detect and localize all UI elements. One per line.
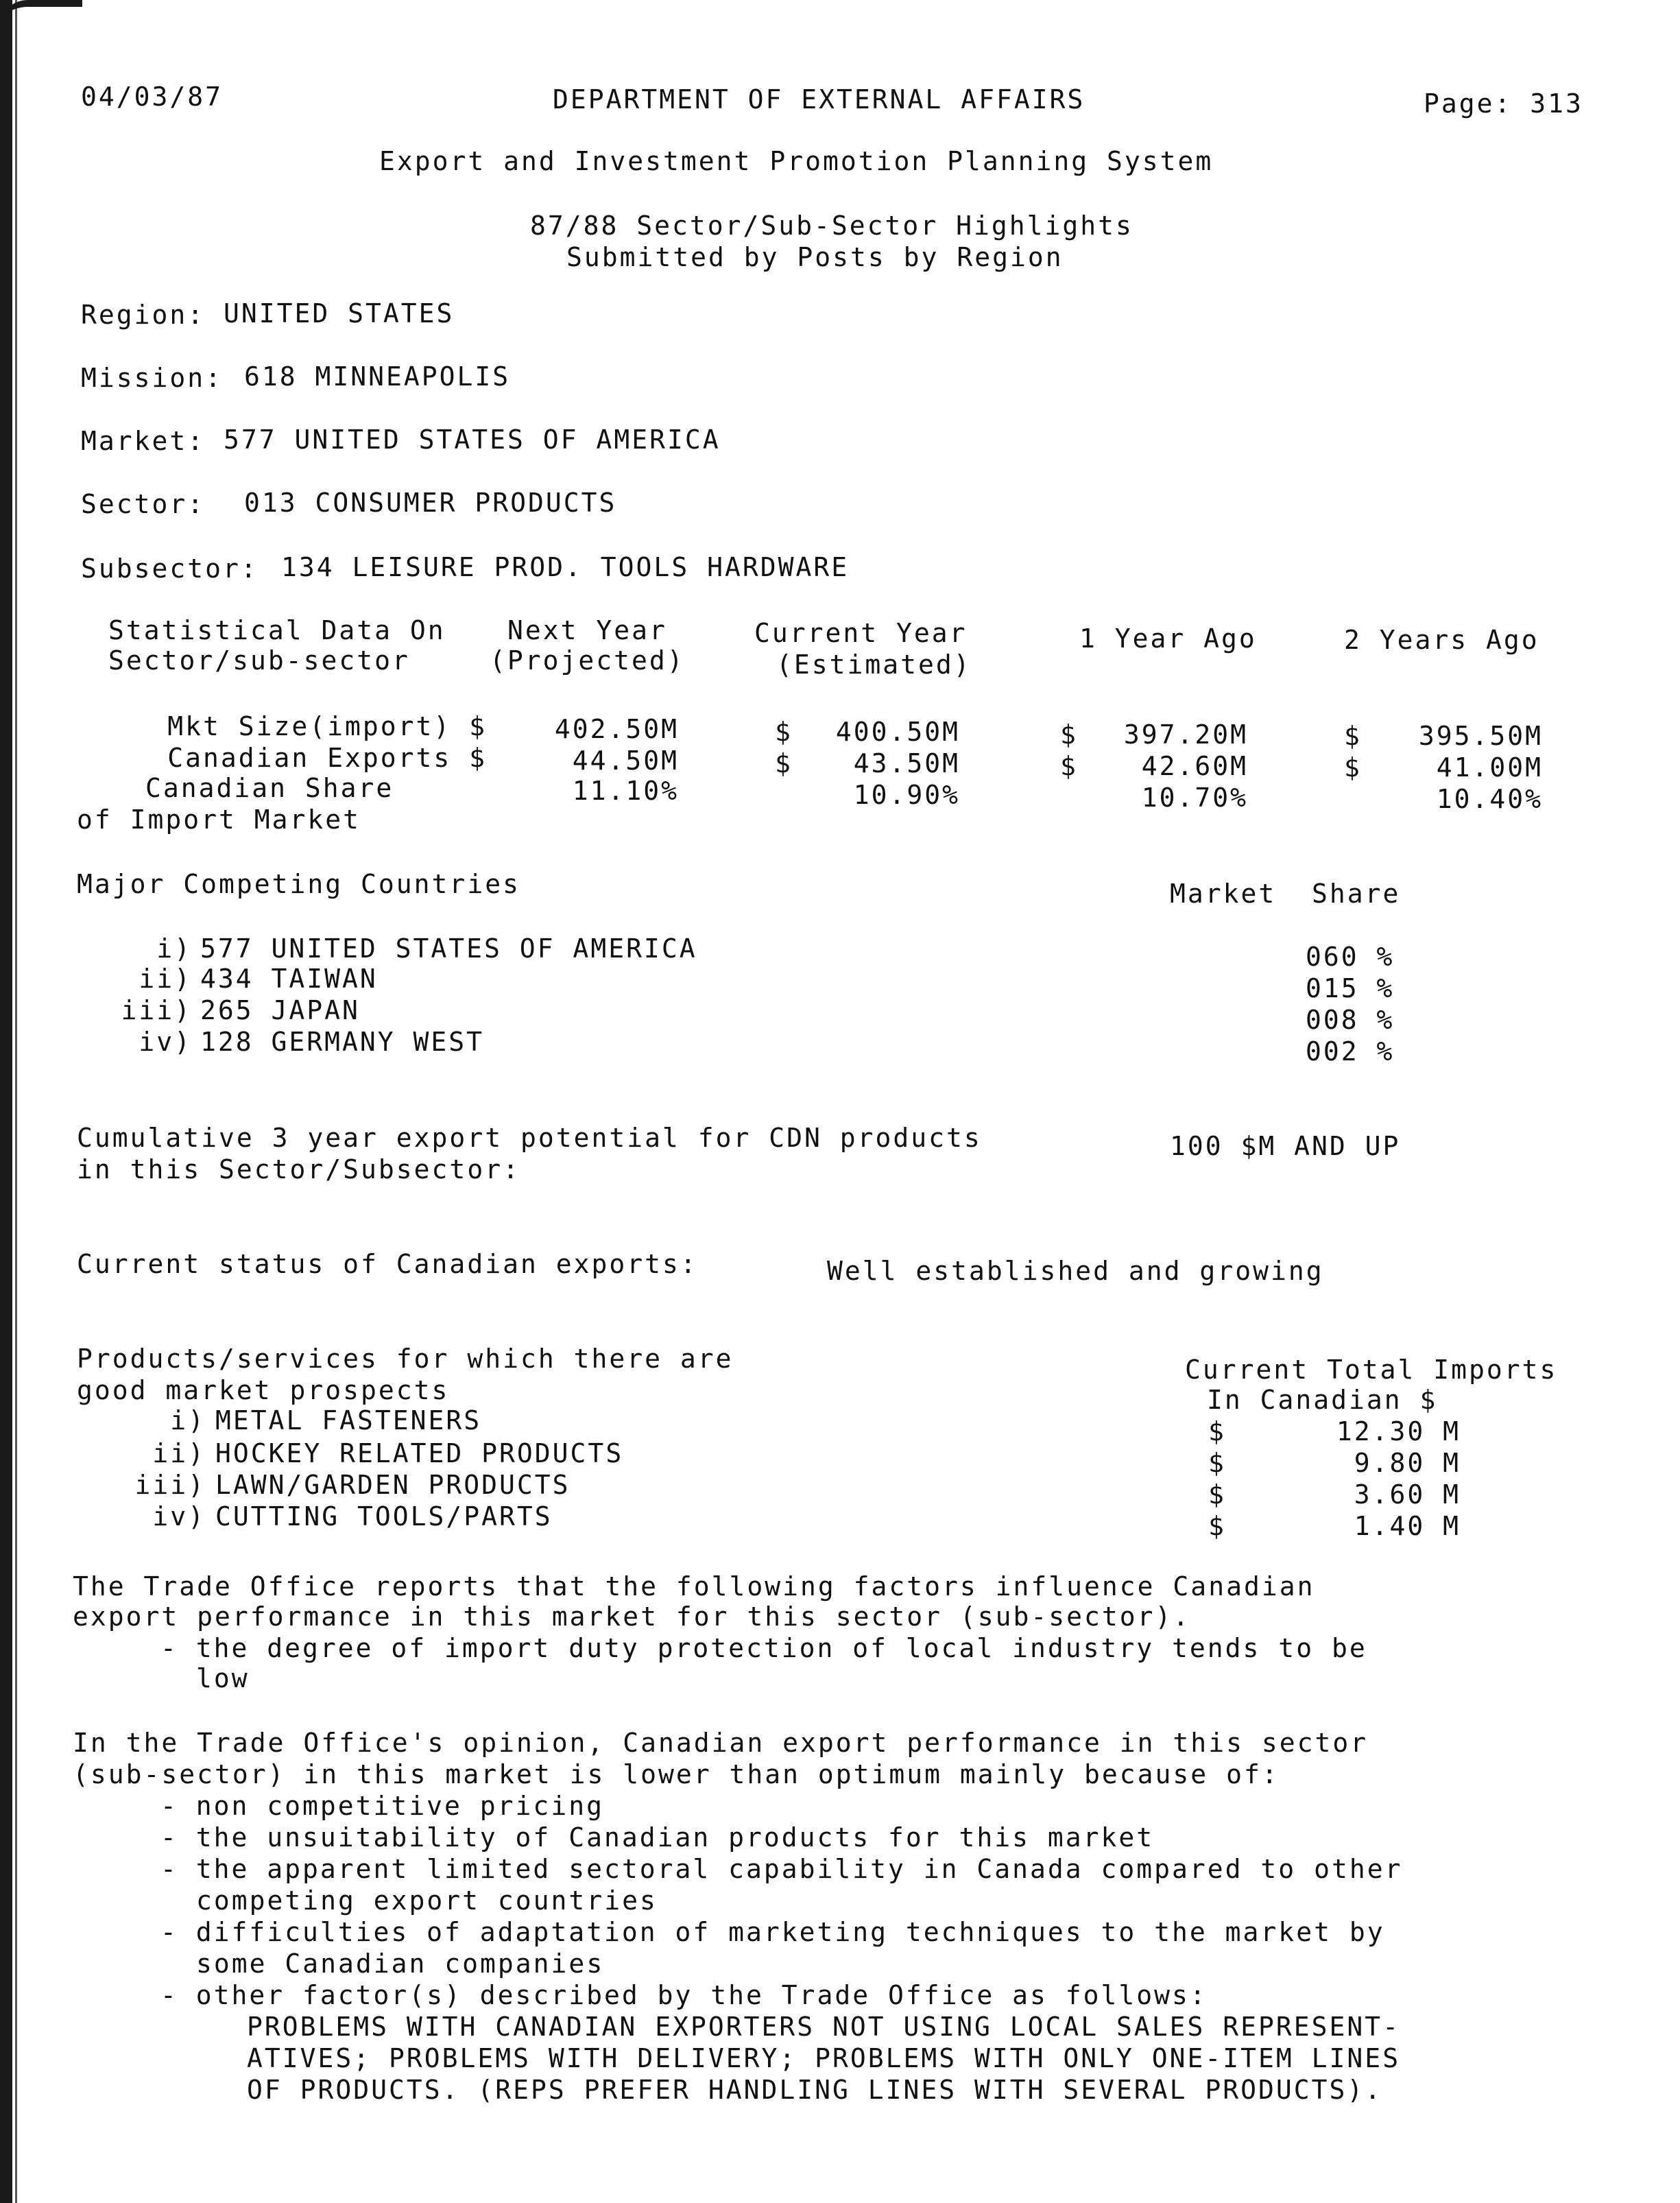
report-subtitle: Submitted by Posts by Region <box>566 242 1064 272</box>
export-potential-value: 100 $M AND UP <box>1170 1131 1401 1161</box>
imports-heading-line2: In Canadian $ <box>1207 1385 1438 1415</box>
stats-next-year-value: 44.50M <box>572 746 679 776</box>
competitor-share: 015 % <box>1306 973 1395 1003</box>
stats-header-1-year-ago: 1 Year Ago <box>1079 623 1257 654</box>
competitor-number: i) <box>156 933 192 964</box>
stats-header-estimated: (Estimated) <box>776 650 972 680</box>
stats-header-2-years-ago: 2 Years Ago <box>1344 625 1539 655</box>
factors-intro-line2: export performance in this market for this sector (sub-sector). <box>73 1601 1191 1632</box>
market-value: 577 UNITED STATES OF AMERICA <box>224 425 721 455</box>
competitor-share: 060 % <box>1306 942 1395 972</box>
stats-dollar-sign: $ <box>1344 721 1362 751</box>
competitor-country: 577 UNITED STATES OF AMERICA <box>200 933 697 964</box>
competitor-number: iii) <box>121 995 192 1025</box>
competitor-number: iv) <box>139 1027 192 1057</box>
report-date: 04/03/87 <box>81 82 224 112</box>
report-title: 87/88 Sector/Sub-Sector Highlights <box>530 211 1133 241</box>
system-title: Export and Investment Promotion Planning System <box>379 146 1214 176</box>
stats-dollar-sign: $ <box>1344 752 1362 783</box>
stats-current-year-value: 43.50M <box>853 748 960 778</box>
factor-bullet-line1: - the degree of import duty protection of local industry tends to be <box>160 1633 1367 1663</box>
stats-header-sector-line1: Statistical Data On <box>108 615 446 645</box>
opinion-bullet-line1: - the apparent limited sectoral capability in Canada compared to other <box>160 1854 1403 1884</box>
product-import-value: 12.30 M <box>1336 1416 1461 1446</box>
competitor-country: 434 TAIWAN <box>200 964 378 994</box>
stats-header-sector-line2: Sector/sub-sector <box>108 645 410 676</box>
product-number: i) <box>170 1405 206 1436</box>
stats-dollar-sign: $ <box>775 748 793 778</box>
opinion-bullet: - non competitive pricing <box>160 1791 604 1821</box>
stats-current-year-value: 400.50M <box>835 717 960 747</box>
imports-heading-line1: Current Total Imports <box>1185 1355 1558 1385</box>
competitor-share: 002 % <box>1306 1036 1395 1067</box>
mission-label: Mission: <box>81 363 224 393</box>
department-name: DEPARTMENT OF EXTERNAL AFFAIRS <box>553 84 1085 115</box>
stats-2-years-ago-value: 395.50M <box>1418 721 1543 751</box>
trade-office-note-line1: PROBLEMS WITH CANADIAN EXPORTERS NOT USING LOCAL SALES REPRESENT- <box>247 2012 1401 2042</box>
stats-dollar-sign: $ <box>1060 719 1078 750</box>
stats-next-year-value: 402.50M <box>554 714 679 744</box>
sector-value: 013 CONSUMER PRODUCTS <box>244 488 617 518</box>
product-number: iii) <box>134 1470 206 1500</box>
product-name: METAL FASTENERS <box>215 1405 482 1436</box>
page-number: Page: 313 <box>1424 88 1583 119</box>
factors-intro-line1: The Trade Office reports that the following factors influence Canadian <box>73 1571 1315 1601</box>
opinion-bullet-line2: some Canadian companies <box>196 1949 605 1979</box>
product-name: HOCKEY RELATED PRODUCTS <box>215 1438 624 1468</box>
competitor-share: 008 % <box>1306 1005 1395 1035</box>
product-dollar-sign: $ <box>1208 1511 1226 1541</box>
subsector-value: 134 LEISURE PROD. TOOLS HARDWARE <box>281 552 850 582</box>
product-dollar-sign: $ <box>1208 1448 1226 1478</box>
region-value: UNITED STATES <box>224 298 455 329</box>
page-corner-curl <box>0 0 82 27</box>
stats-header-current-year: Current Year <box>754 618 968 648</box>
product-number: iv) <box>152 1501 206 1532</box>
export-status-label: Current status of Canadian exports: <box>77 1249 698 1279</box>
trade-office-note-line2: ATIVES; PROBLEMS WITH DELIVERY; PROBLEMS WITH ONLY ONE-ITEM LINES <box>247 2043 1401 2073</box>
sector-label: Sector: <box>81 489 206 519</box>
binding-edge <box>0 0 12 2203</box>
stats-row-label: Mkt Size(import) $ <box>167 711 487 741</box>
opinion-bullet: - other factor(s) described by the Trade Office as follows: <box>160 1980 1208 2010</box>
product-import-value: 1.40 M <box>1354 1511 1461 1541</box>
products-heading-line2: good market prospects <box>77 1375 450 1405</box>
stats-2-years-ago-value: 10.40% <box>1436 784 1543 814</box>
trade-office-note-line3: OF PRODUCTS. (REPS PREFER HANDLING LINES WITH SEVERAL PRODUCTS). <box>247 2075 1383 2105</box>
product-dollar-sign: $ <box>1208 1416 1226 1446</box>
stats-row-label: Canadian Exports $ <box>167 743 487 773</box>
product-number: ii) <box>152 1438 206 1468</box>
stats-next-year-value: 11.10% <box>572 776 679 806</box>
opinion-bullet-line1: - difficulties of adaptation of marketing techniques to the market by <box>160 1917 1385 1947</box>
competitor-country: 128 GERMANY WEST <box>200 1027 485 1057</box>
stats-1-year-ago-value: 42.60M <box>1141 751 1248 781</box>
competitors-heading: Major Competing Countries <box>77 869 520 899</box>
product-dollar-sign: $ <box>1208 1479 1226 1510</box>
opinion-intro-line1: In the Trade Office's opinion, Canadian export performance in this sector <box>73 1728 1369 1758</box>
factor-bullet-line2: low <box>196 1663 250 1693</box>
export-status-value: Well established and growing <box>827 1256 1324 1286</box>
stats-1-year-ago-value: 397.20M <box>1123 719 1248 750</box>
products-heading-line1: Products/services for which there are <box>77 1344 734 1374</box>
opinion-intro-line2: (sub-sector) in this market is lower than optimum mainly because of: <box>73 1759 1280 1789</box>
opinion-bullet: - the unsuitability of Canadian products for this market <box>160 1822 1155 1853</box>
market-share-heading: Market Share <box>1170 879 1401 909</box>
subsector-label: Subsector: <box>81 553 259 584</box>
export-potential-line1: Cumulative 3 year export potential for CDN products <box>77 1123 982 1153</box>
product-name: CUTTING TOOLS/PARTS <box>215 1501 553 1532</box>
product-import-value: 9.80 M <box>1354 1448 1461 1478</box>
competitor-country: 265 JAPAN <box>200 995 360 1025</box>
stats-row-label: Canadian Share <box>145 773 394 803</box>
opinion-bullet-line2: competing export countries <box>196 1885 658 1916</box>
stats-1-year-ago-value: 10.70% <box>1141 783 1248 813</box>
binding-edge-line <box>15 0 17 2203</box>
export-potential-line2: in this Sector/Subsector: <box>77 1154 520 1184</box>
mission-value: 618 MINNEAPOLIS <box>244 361 511 392</box>
stats-dollar-sign: $ <box>775 717 793 747</box>
competitor-number: ii) <box>139 964 192 994</box>
product-import-value: 3.60 M <box>1354 1479 1461 1510</box>
stats-dollar-sign: $ <box>1060 751 1078 781</box>
stats-header-projected: (Projected) <box>490 645 685 676</box>
stats-share-continuation: of Import Market <box>77 805 361 835</box>
market-label: Market: <box>81 426 206 456</box>
stats-current-year-value: 10.90% <box>853 780 960 810</box>
stats-header-next-year: Next Year <box>507 615 667 645</box>
stats-2-years-ago-value: 41.00M <box>1436 752 1543 783</box>
region-label: Region: <box>81 300 206 330</box>
product-name: LAWN/GARDEN PRODUCTS <box>215 1470 571 1500</box>
